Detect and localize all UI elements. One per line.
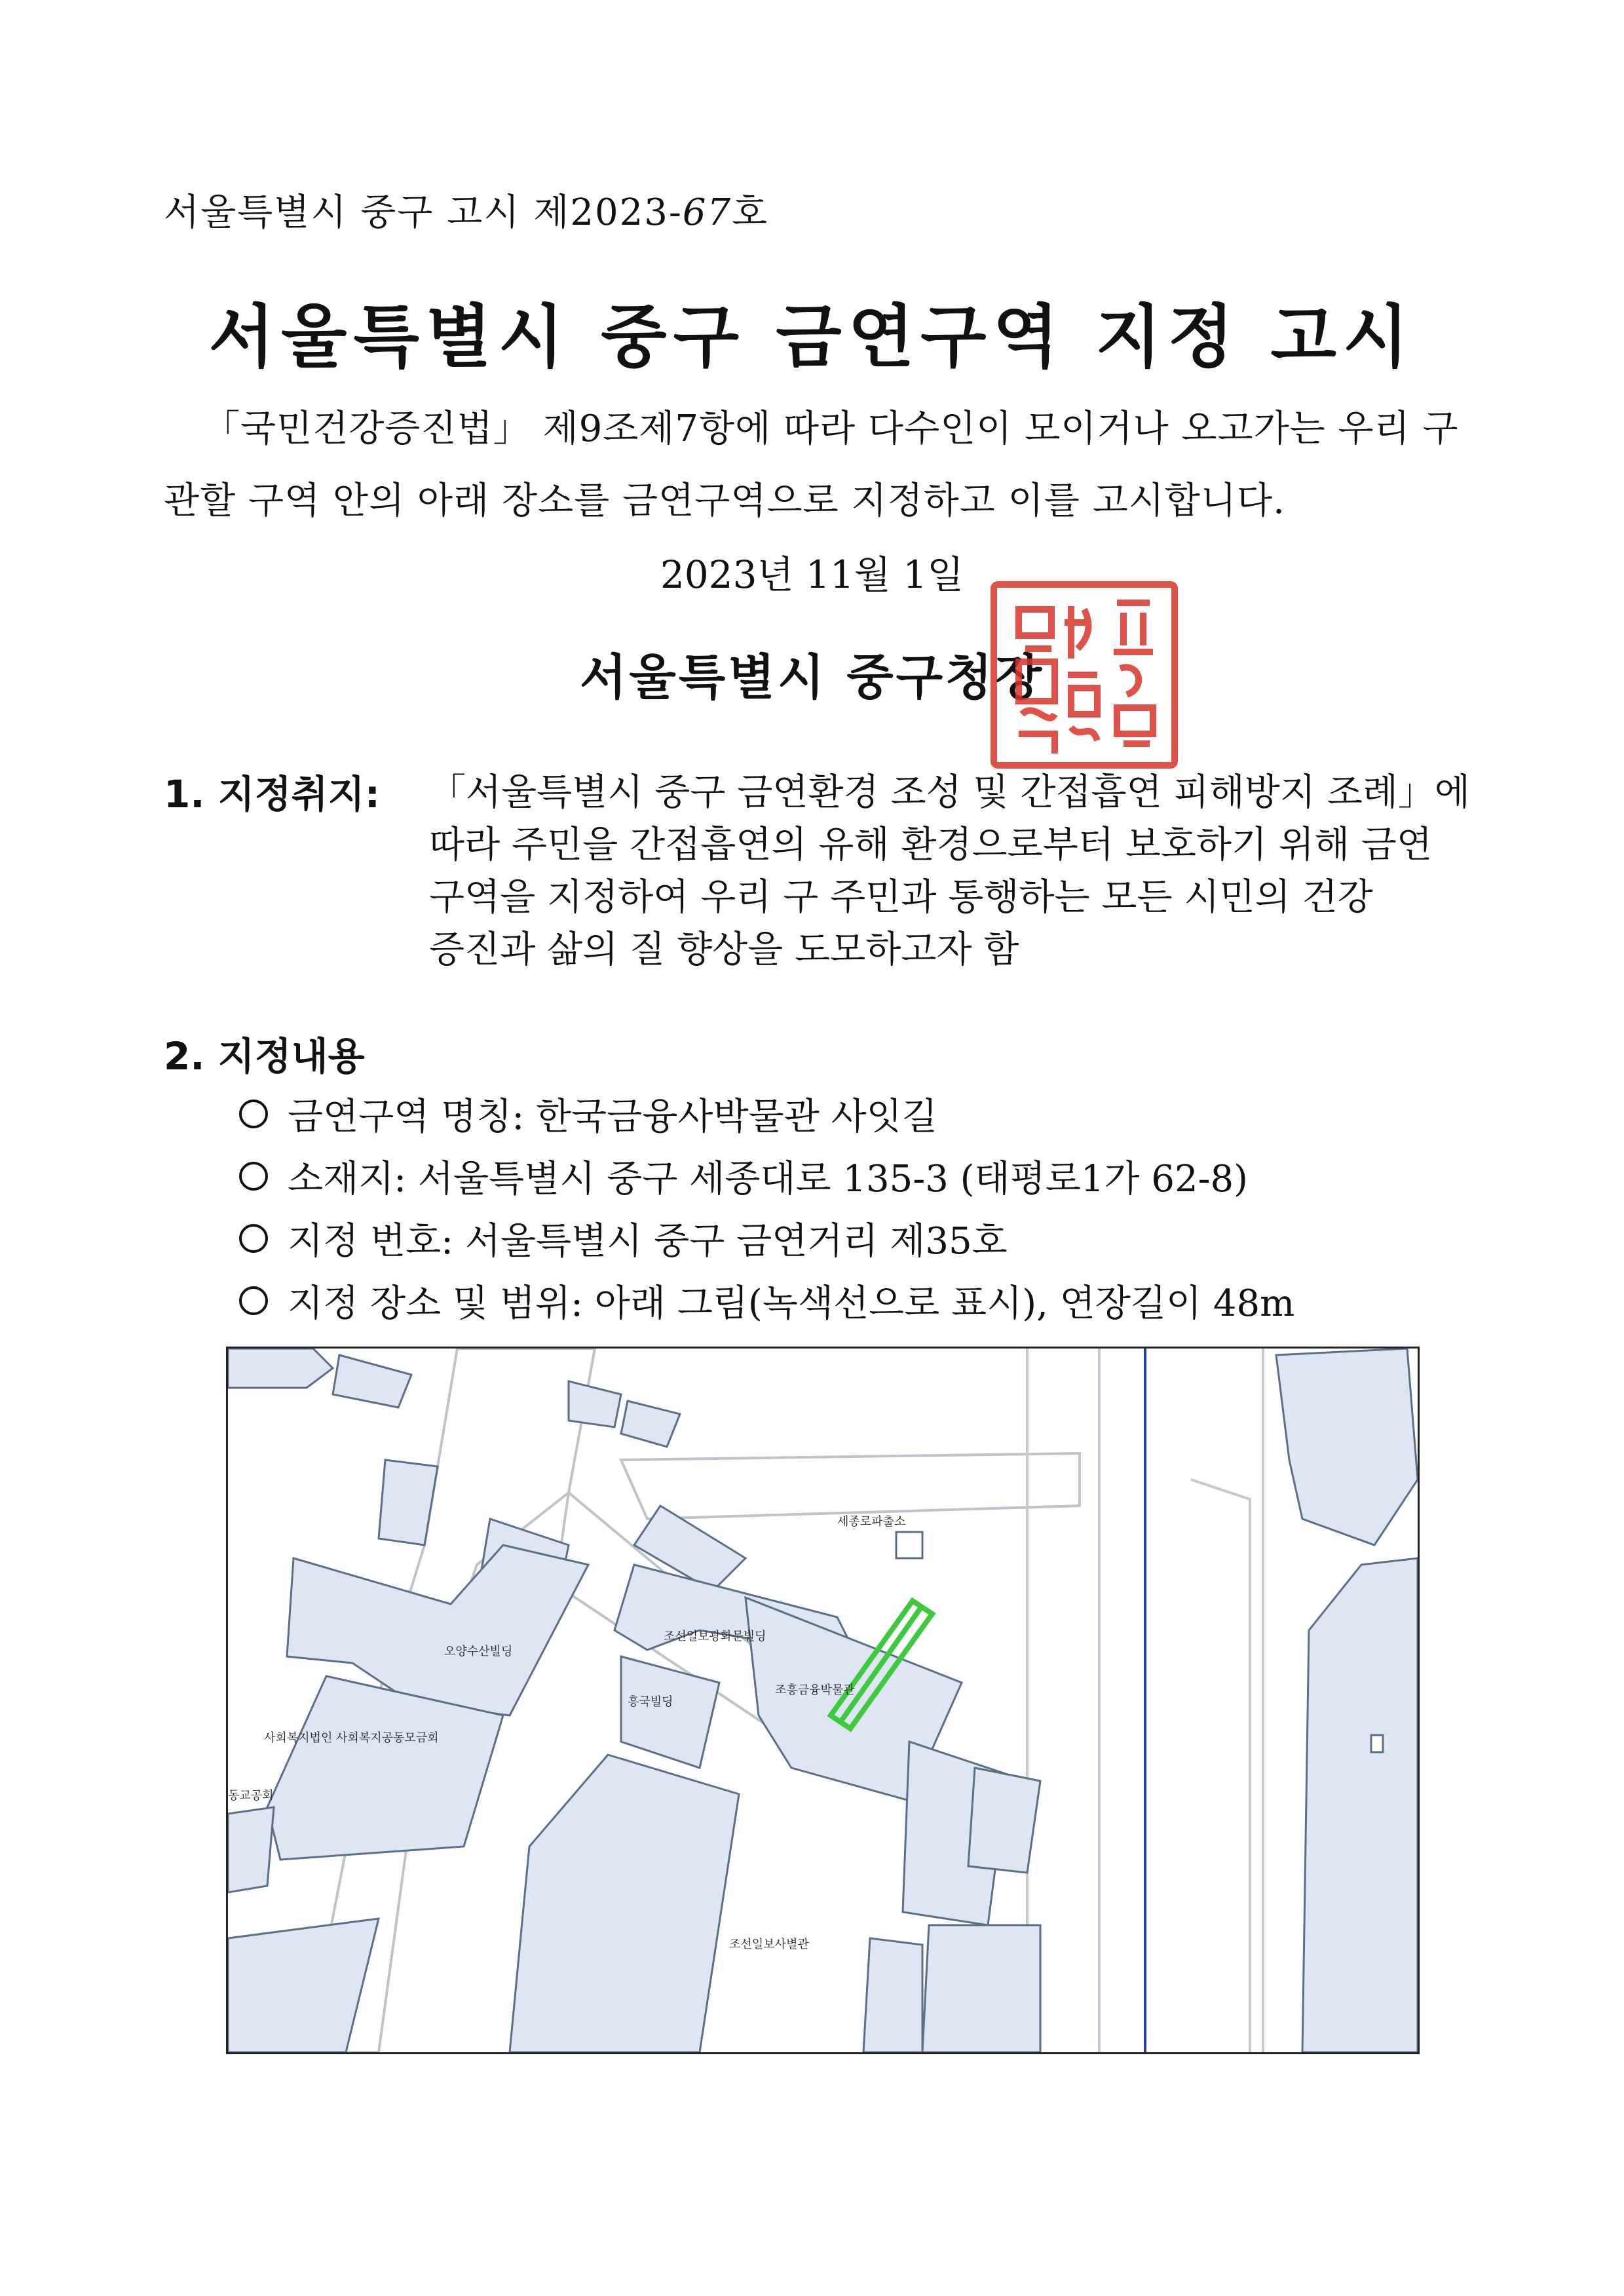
map-label-heungkuk: 흥국빌딩 (628, 1695, 673, 1709)
notice-number (164, 183, 768, 236)
notice-prefix: 서울특별시 중구 고시 제2023- (164, 191, 683, 234)
list-item (239, 1150, 1248, 1202)
page-title: 서울특별시 중구 금연구역 지정 고시 (208, 297, 1416, 377)
map-label-chosun: 조선일보사별관 (729, 1938, 809, 1951)
item-text: 소재지: 서울특별시 중구 세종대로 135-3 (태평로1가 62-8) (288, 1158, 1248, 1200)
map-label-welfare: 사회복지법인 사회복지공동모금회 (264, 1731, 439, 1745)
map-label-church: 동교공회 (228, 1789, 274, 1803)
intro-line-1: 「국민건강증진법」 제9조제7항에 따라 다수인이 모이거나 오고가는 우리 구 (203, 408, 1459, 450)
list-item (239, 1088, 937, 1140)
item-text: 금연구역 명칭: 한국금융사박물관 사잇길 (288, 1096, 937, 1138)
list-item (239, 1212, 1008, 1265)
map-label-police: 세종로파출소 (837, 1515, 906, 1529)
map-label-oyang: 오양수산빌딩 (444, 1645, 513, 1658)
circle-bullet-icon (239, 1224, 268, 1253)
section1-line: 증진과 삶의 질 향상을 도모하고자 함 (429, 928, 1019, 971)
location-map (226, 1347, 1420, 2054)
intro-line-2: 관할 구역 안의 아래 장소를 금연구역으로 지정하고 이를 고시합니다. (164, 480, 1285, 522)
section1-line: 따라 주민을 간접흡연의 유해 환경으로부터 보호하기 위해 금연 (429, 824, 1433, 866)
section1-heading: 1. 지정취지: (164, 772, 380, 816)
section1-line: 구역을 지정하여 우리 구 주민과 통행하는 모든 시민의 건강 (429, 876, 1373, 919)
circle-bullet-icon (239, 1286, 268, 1315)
circle-bullet-icon (239, 1100, 268, 1128)
official-seal-icon (986, 577, 1182, 773)
notice-suffix: 호 (732, 191, 769, 234)
section2-heading: 2. 지정내용 (164, 1034, 365, 1079)
map-label-kwanghwamun: 조선일보광화문빌딩 (664, 1630, 766, 1643)
list-item (239, 1274, 1294, 1327)
section1-line: 「서울특별시 중구 금연환경 조성 및 간접흡연 피해방지 조례」에 (429, 771, 1471, 814)
item-text: 지정 번호: 서울특별시 중구 금연거리 제35호 (288, 1220, 1008, 1263)
notice-date: 2023년 11월 1일 (660, 552, 964, 597)
map-label-museum: 조흥금융박물관 (775, 1683, 855, 1697)
notice-number-handwritten: 67 (682, 191, 732, 234)
item-text: 지정 장소 및 범위: 아래 그림(녹색선으로 표시), 연장길이 48m (288, 1282, 1295, 1325)
circle-bullet-icon (239, 1162, 268, 1191)
issuer-name: 서울특별시 중구청장 (579, 649, 1045, 706)
